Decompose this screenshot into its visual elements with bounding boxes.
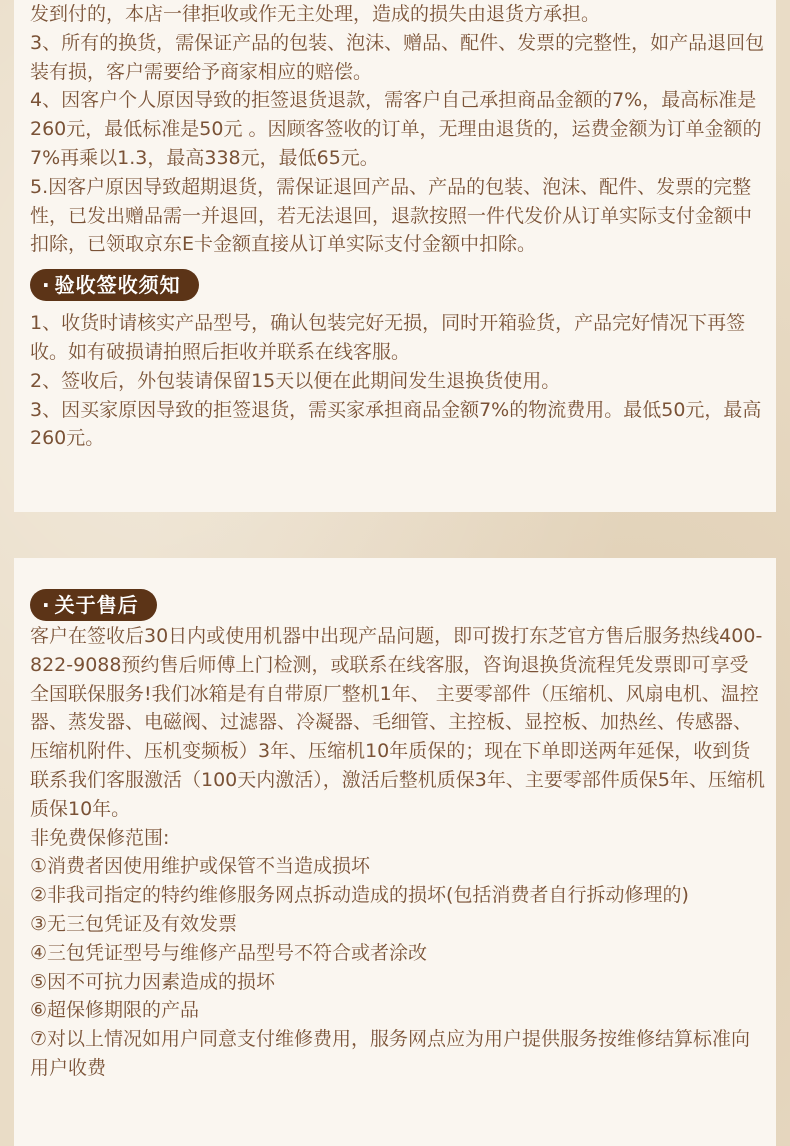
returns-panel [14,0,776,512]
after-sales-panel [14,558,776,1146]
non-free-item-6: ⑥超保修期限的产品 [30,999,200,1022]
inspection-badge [30,269,199,301]
non-free-item-3: ③无三包凭证及有效发票 [30,912,238,935]
non-free-title: 非免费保修范围: [30,826,170,849]
non-free-item-1: ①消费者因使用维护或保管不当造成损坏 [30,855,371,878]
after-sales-header [14,558,776,621]
returns-line-3: 3、所有的换货，需保证产品的包装、泡沫、赠品、配件、发票的完整性，如产品退回包装有损，客户需要给予商家相应的赔偿。 [30,31,765,83]
returns-line-5: 5.因客户原因导致超期退货，需保证退回产品、产品的包装、泡沫、配件、发票的完整性，已发出赠品需一并退回，若无法退回，退款按照一件代发价从订单实际支付金额中扣除，已领取京东E卡金额直接从订单实际支付金额中扣除。 [30,175,753,256]
non-free-item-4: ④三包凭证型号与维修产品型号不符合或者涂改 [30,941,428,964]
after-sales-intro: 客户在签收后30日内或使用机器中出现产品问题，即可拨打东芝官方售后服务热线400-822-9088预约售后师傅上门检测，或联系在线客服，咨询退换货流程凭发票即可享受全国联保服务!我们冰箱是有自带原厂整机1年、 主要零部件（压缩机、风扇电机、温控器、蒸发器、电磁阀、过滤器、冷凝器、毛细管、主控板、显控板、加热丝、传感器、压缩机附件、压机变频板）3年、压缩机10年质保的；现在下单即送两年延保，收到货联系我们客服激活（100天内激活），激活后整机质保3年、主要零部件质保5年、压缩机质保10年。 [30,625,765,820]
inspection-line-2: 2、签收后，外包装请保留15天以便在此期间发生退换货使用。 [30,369,561,392]
inspection-header [14,269,776,301]
after-sales-badge [30,589,157,621]
bullet-dot-icon: · [42,593,51,617]
after-sales-title: 关于售后 [54,593,139,617]
returns-line-4: 4、因客户个人原因导致的拒签退货退款，需客户自己承担商品金额的7%，最高标准是260元，最低标准是50元 。因顾客签收的订单，无理由退货的，运费金额为订单金额的7%再乘以1.3，最高338元，最低65元。 [30,89,762,169]
non-free-item-2: ②非我司指定的特约维修服务网点拆动造成的损坏(包括消费者自行拆动修理的) [30,884,689,907]
non-free-item-7: ⑦对以上情况如用户同意支付维修费用，服务网点应为用户提供服务按维修结算标准向用户收费 [30,1028,751,1079]
inspection-title: 验收签收须知 [54,273,181,298]
non-free-item-5: ⑤因不可抗力因素造成的损坏 [30,970,276,993]
bullet-dot-icon: · [42,273,51,298]
inspection-line-3: 3、因买家原因导致的拒签退货，需买家承担商品金额7%的物流费用。最低50元，最高260元。 [30,398,762,450]
inspection-line-1: 1、收货时请核实产品型号，确认包装完好无损，同时开箱验货，产品完好情况下再签收。如有破损请拍照后拒收并联系在线客服。 [30,312,746,363]
returns-line-1: 发到付的，本店一律拒收或作无主处理，造成的损失由退货方承担。 [30,3,601,25]
